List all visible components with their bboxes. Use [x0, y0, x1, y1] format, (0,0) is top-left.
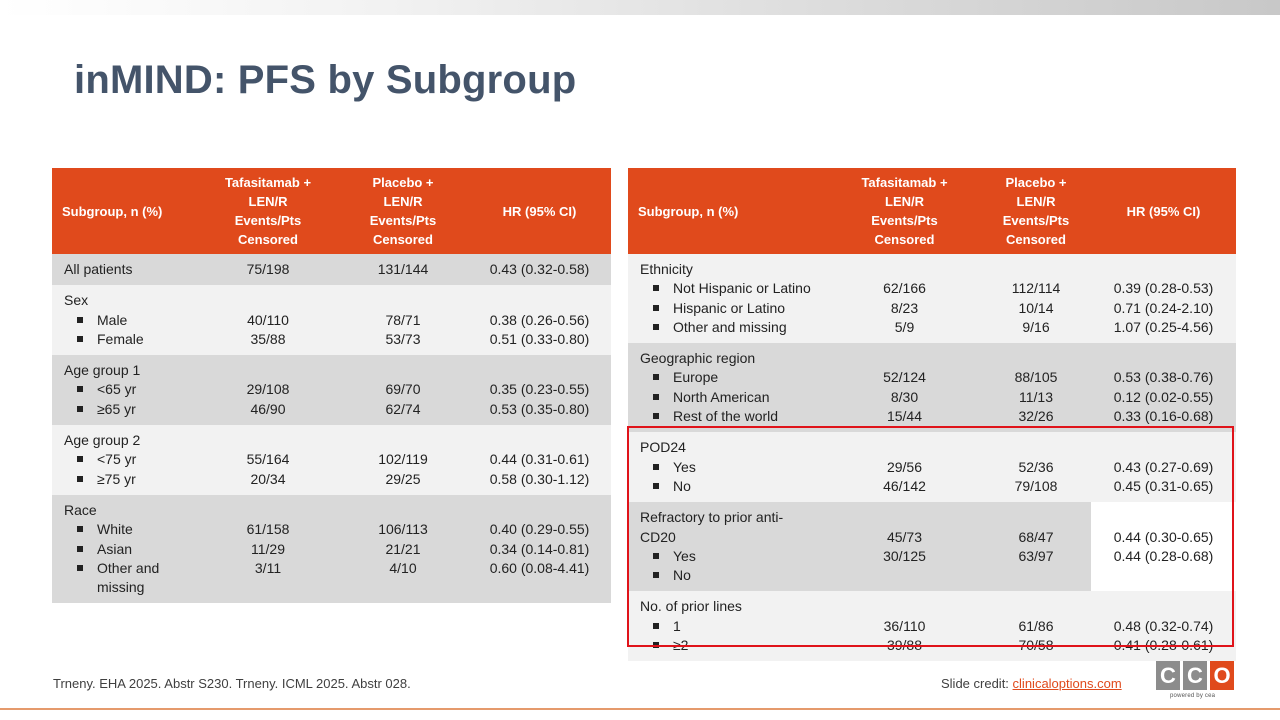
arm2-value: 106/113 — [338, 520, 468, 539]
group-label: Age group 1 — [52, 355, 611, 380]
bullet-icon — [77, 386, 83, 392]
row-label: All patients — [52, 254, 198, 285]
table-row — [52, 559, 611, 604]
bullet-icon — [653, 305, 659, 311]
table-row — [52, 470, 611, 495]
hr-value: 0.38 (0.26-0.56) — [468, 311, 611, 330]
header-subgroup: Subgroup, n (%) — [628, 168, 828, 254]
group-age-1 — [52, 355, 611, 425]
page-title: inMIND: PFS by Subgroup — [74, 58, 577, 102]
hr-value: 0.35 (0.23-0.55) — [468, 380, 611, 399]
top-gradient-bar — [0, 0, 1280, 15]
table-row — [52, 520, 611, 539]
arm2-value: 29/25 — [338, 470, 468, 495]
logo-letter: O — [1210, 661, 1234, 690]
table-row — [628, 477, 1236, 502]
table-row — [628, 458, 1236, 477]
hr-value: 0.41 (0.28-0.61) — [1091, 636, 1236, 661]
arm2-value: 21/21 — [338, 540, 468, 559]
hr-value: 0.51 (0.33-0.80) — [468, 330, 611, 355]
row-label: No — [673, 477, 691, 494]
cco-logo — [1156, 661, 1234, 704]
arm2-value: 78/71 — [338, 311, 468, 330]
hr-value: 0.44 (0.30-0.65) 0.44 (0.28-0.68) — [1091, 502, 1236, 591]
table-row — [628, 502, 1236, 591]
table-header-row — [628, 168, 1236, 254]
arm2-value: 69/70 — [338, 380, 468, 399]
bullet-icon — [77, 336, 83, 342]
row-label: Not Hispanic or Latino — [673, 280, 811, 297]
bullet-icon — [653, 553, 659, 559]
arm2-value: 61/86 — [981, 617, 1091, 636]
row-label: Female — [97, 330, 144, 347]
arm1-value: 8/30 — [828, 388, 981, 407]
row-label: Other and missing — [97, 559, 160, 596]
group-geographic-region — [628, 343, 1236, 432]
row-label: No — [673, 567, 691, 584]
group-pod24 — [628, 432, 1236, 502]
arm1-value: 55/164 — [198, 450, 338, 469]
group-label: Refractory to prior anti-CD20 — [640, 509, 784, 545]
table-row — [52, 400, 611, 425]
table-row — [628, 318, 1236, 343]
arm1-value: 15/44 — [828, 407, 981, 432]
hr-value: 0.43 (0.32-0.58) — [468, 254, 611, 285]
arm1-value: 35/88 — [198, 330, 338, 355]
table-row — [52, 330, 611, 355]
bullet-icon — [653, 623, 659, 629]
group-label: Ethnicity — [628, 254, 1236, 279]
bullet-icon — [77, 317, 83, 323]
group-ethnicity — [628, 254, 1236, 343]
bullet-icon — [653, 642, 659, 648]
references: Trneny. EHA 2025. Abstr S230. Trneny. ICML 2025. Abstr 028. — [53, 676, 411, 691]
hr-value: 0.58 (0.30-1.12) — [468, 470, 611, 495]
arm2-value: 11/13 — [981, 388, 1091, 407]
group-refractory — [628, 502, 1236, 591]
logo-letter: C — [1156, 661, 1180, 690]
hr-value: 0.39 (0.28-0.53) — [1091, 279, 1236, 298]
table-row — [628, 407, 1236, 432]
bullet-icon — [653, 572, 659, 578]
hr-value: 0.60 (0.08-4.41) — [468, 559, 611, 604]
hr-value: 1.07 (0.25-4.56) — [1091, 318, 1236, 343]
hr-value: 0.53 (0.38-0.76) — [1091, 368, 1236, 387]
arm2-value: 131/144 — [338, 254, 468, 285]
group-race — [52, 495, 611, 603]
arm2-value: 10/14 — [981, 299, 1091, 318]
header-arm1: Tafasitamab + LEN/R Events/Pts Censored — [198, 168, 338, 254]
row-label: White — [97, 521, 133, 538]
arm1-value: 46/90 — [198, 400, 338, 425]
arm2-value: 9/16 — [981, 318, 1091, 343]
group-label: No. of prior lines — [628, 591, 1236, 616]
hr-value: 0.34 (0.14-0.81) — [468, 540, 611, 559]
arm2-value: 4/10 — [338, 559, 468, 604]
row-label: <65 yr — [97, 381, 137, 398]
arm1-value: 5/9 — [828, 318, 981, 343]
header-hr: HR (95% CI) — [1091, 168, 1236, 254]
arm1-value: 40/110 — [198, 311, 338, 330]
arm1-value: 62/166 — [828, 279, 981, 298]
arm1-value: 36/110 — [828, 617, 981, 636]
credit-label: Slide credit: — [941, 676, 1013, 691]
bullet-icon — [77, 456, 83, 462]
arm2-value: 32/26 — [981, 407, 1091, 432]
table-row — [52, 311, 611, 330]
header-arm2: Placebo + LEN/R Events/Pts Censored — [981, 168, 1091, 254]
header-subgroup: Subgroup, n (%) — [52, 168, 198, 254]
arm1-value: 20/34 — [198, 470, 338, 495]
hr-value: 0.71 (0.24-2.10) — [1091, 299, 1236, 318]
bullet-icon — [77, 565, 83, 571]
hr-value: 0.12 (0.02-0.55) — [1091, 388, 1236, 407]
arm1-value: 29/108 — [198, 380, 338, 399]
row-label: ≥65 yr — [97, 400, 136, 417]
table-row — [52, 540, 611, 559]
arm1-value: 61/158 — [198, 520, 338, 539]
arm1-value: 39/88 — [828, 636, 981, 661]
row-label: North American — [673, 388, 770, 405]
arm1-value: 8/23 — [828, 299, 981, 318]
bullet-icon — [653, 483, 659, 489]
logo-letter: C — [1183, 661, 1207, 690]
arm1-value: 3/11 — [198, 559, 338, 604]
header-arm1: Tafasitamab + LEN/R Events/Pts Censored — [828, 168, 981, 254]
row-label: 1 — [673, 617, 681, 634]
bullet-icon — [653, 374, 659, 380]
group-prior-lines — [628, 591, 1236, 661]
table-header-row — [52, 168, 611, 254]
group-age-2 — [52, 425, 611, 495]
arm2-value: 52/36 — [981, 458, 1091, 477]
bullet-icon — [77, 406, 83, 412]
hr-value: 0.43 (0.27-0.69) — [1091, 458, 1236, 477]
row-label: Europe — [673, 369, 719, 386]
bullet-icon — [653, 413, 659, 419]
table-row — [628, 388, 1236, 407]
table-row — [628, 636, 1236, 661]
bullet-icon — [653, 464, 659, 470]
bullet-icon — [653, 285, 659, 291]
row-label: ≥75 yr — [97, 470, 136, 487]
bottom-divider — [0, 708, 1280, 710]
arm2-value: 79/108 — [981, 477, 1091, 502]
bullet-icon — [77, 476, 83, 482]
bullet-icon — [77, 526, 83, 532]
table-row — [52, 380, 611, 399]
bullet-icon — [653, 394, 659, 400]
row-label: <75 yr — [97, 451, 137, 468]
row-label: Asian — [97, 540, 133, 557]
hr-value: 0.48 (0.32-0.74) — [1091, 617, 1236, 636]
arm1-value: 11/29 — [198, 540, 338, 559]
group-label: Race — [52, 495, 611, 520]
logo-tagline: powered by cea — [1170, 693, 1216, 699]
arm1-value: 45/73 30/125 — [828, 502, 981, 591]
group-label: Geographic region — [628, 343, 1236, 368]
table-row — [628, 279, 1236, 298]
row-label: ≥2 — [673, 637, 689, 654]
hr-value: 0.40 (0.29-0.55) — [468, 520, 611, 539]
row-label: Other and missing — [673, 318, 787, 335]
table-row — [628, 299, 1236, 318]
arm1-value: 52/124 — [828, 368, 981, 387]
hr-value: 0.53 (0.35-0.80) — [468, 400, 611, 425]
hr-value: 0.33 (0.16-0.68) — [1091, 407, 1236, 432]
table-row — [52, 450, 611, 469]
arm2-value: 53/73 — [338, 330, 468, 355]
group-label: POD24 — [628, 432, 1236, 457]
row-label: Rest of the world — [673, 408, 779, 425]
group-label: Sex — [52, 285, 611, 310]
row-label: Yes — [673, 458, 696, 475]
table-row — [52, 254, 611, 285]
bullet-icon — [653, 324, 659, 330]
credit-link[interactable]: clinicaloptions.com — [1012, 676, 1122, 691]
header-arm2: Placebo + LEN/R Events/Pts Censored — [338, 168, 468, 254]
arm2-value: 102/119 — [338, 450, 468, 469]
row-label: Hispanic or Latino — [673, 299, 786, 316]
group-all-patients — [52, 254, 611, 285]
arm1-value: 75/198 — [198, 254, 338, 285]
arm2-value: 70/58 — [981, 636, 1091, 661]
table-row — [628, 617, 1236, 636]
arm1-value: 29/56 — [828, 458, 981, 477]
slide-credit — [941, 676, 1122, 691]
table-row — [628, 368, 1236, 387]
hr-value: 0.44 (0.31-0.61) — [468, 450, 611, 469]
subgroup-table-right — [628, 168, 1236, 661]
group-label: Age group 2 — [52, 425, 611, 450]
row-label: Yes — [673, 547, 696, 564]
subgroup-table-left — [52, 168, 611, 603]
arm1-value: 46/142 — [828, 477, 981, 502]
bullet-icon — [77, 546, 83, 552]
arm2-value: 62/74 — [338, 400, 468, 425]
arm2-value: 112/114 — [981, 279, 1091, 298]
header-hr: HR (95% CI) — [468, 168, 611, 254]
group-sex — [52, 285, 611, 355]
arm2-value: 68/47 63/97 — [981, 502, 1091, 591]
arm2-value: 88/105 — [981, 368, 1091, 387]
hr-value: 0.45 (0.31-0.65) — [1091, 477, 1236, 502]
row-label: Male — [97, 311, 128, 328]
